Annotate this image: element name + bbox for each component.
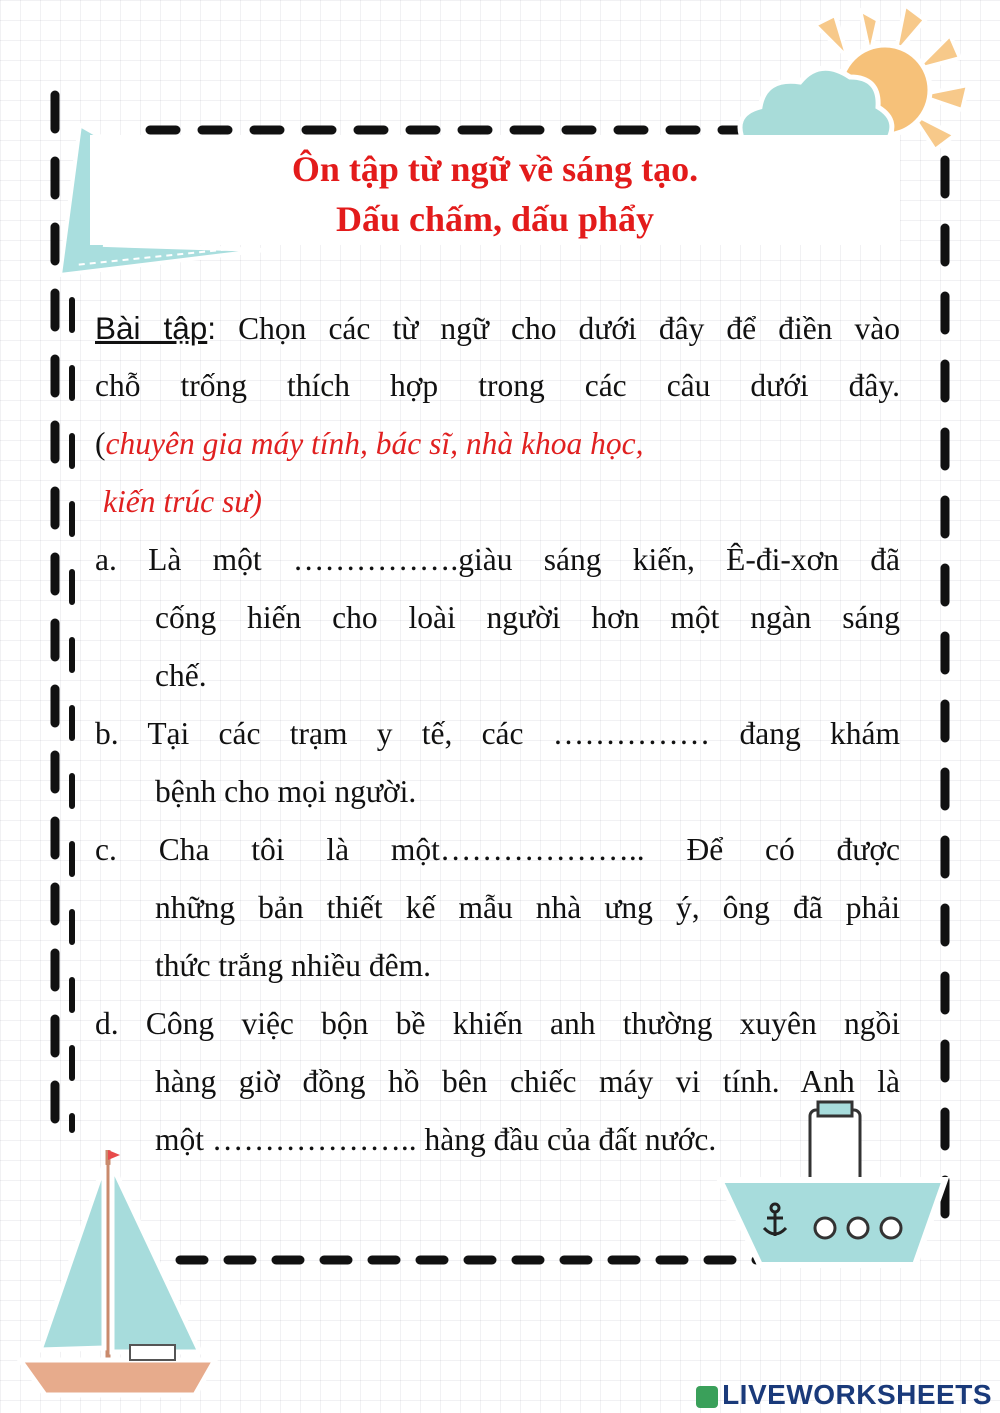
item-a-marker: a. [95, 542, 117, 577]
sailboat-icon [20, 1150, 215, 1395]
exercise-colon: : [207, 310, 217, 346]
word-options-line-1 [95, 426, 900, 462]
item-c-line-2: những bản thiết kế mẫu nhà ưng ý, ông đã phải [155, 890, 900, 925]
item-a-line-2: cống hiến cho loài người hơn một ngàn sáng [155, 600, 900, 635]
item-b-line-1 [95, 716, 900, 752]
exercise-intro-line-2: chỗ trống thích hợp trong các câu dưới đây. [95, 368, 900, 403]
item-c-line-3: thức trắng nhiều đêm. [155, 948, 431, 983]
exercise-label: Bài tập [95, 310, 208, 346]
item-d-text-1: Công việc bộn bề khiến anh thường xuyên ngồi [145, 1006, 900, 1041]
item-d-line-1 [95, 1006, 900, 1042]
paren-open: ( [95, 426, 106, 461]
item-b-text-1: Tại các trạm y tế, các …………… đang khám [147, 716, 900, 751]
item-d-line-3: một ……………….. hàng đầu của đất nước. [155, 1122, 717, 1157]
page-title: Ôn tập từ ngữ về sáng tạo. [291, 149, 699, 189]
item-b-line-2: bệnh cho mọi người. [155, 774, 417, 809]
exercise-intro-line-1 [95, 310, 900, 347]
item-d-line-2: hàng giờ đồng hồ bên chiếc máy vi tính. Anh là [155, 1064, 900, 1099]
item-a-line-1 [95, 542, 900, 578]
page-subtitle: Dấu chấm, dấu phẩy [335, 199, 655, 239]
lws-logo-icon [696, 1386, 718, 1408]
word-options-line-2: kiến trúc sư) [103, 484, 262, 519]
item-a-text-1: Là một …………….giàu sáng kiến, Ê-đi-xơn đã [148, 542, 900, 577]
item-d-marker: d. [95, 1006, 119, 1041]
item-a-line-3: chế. [155, 658, 207, 693]
liveworksheets-watermark: LIVEWORKSHEETS [696, 1379, 992, 1411]
exercise-instruction: Chọn các từ ngữ cho dưới đây để điền vào [238, 311, 900, 346]
item-c-line-1 [95, 832, 900, 868]
item-b-marker: b. [95, 716, 119, 751]
word-options: chuyên gia máy tính, bác sĩ, nhà khoa học, [105, 426, 644, 461]
item-c-text-1: Cha tôi là một……………….. Để có được [158, 832, 901, 867]
item-c-marker: c. [95, 832, 117, 867]
